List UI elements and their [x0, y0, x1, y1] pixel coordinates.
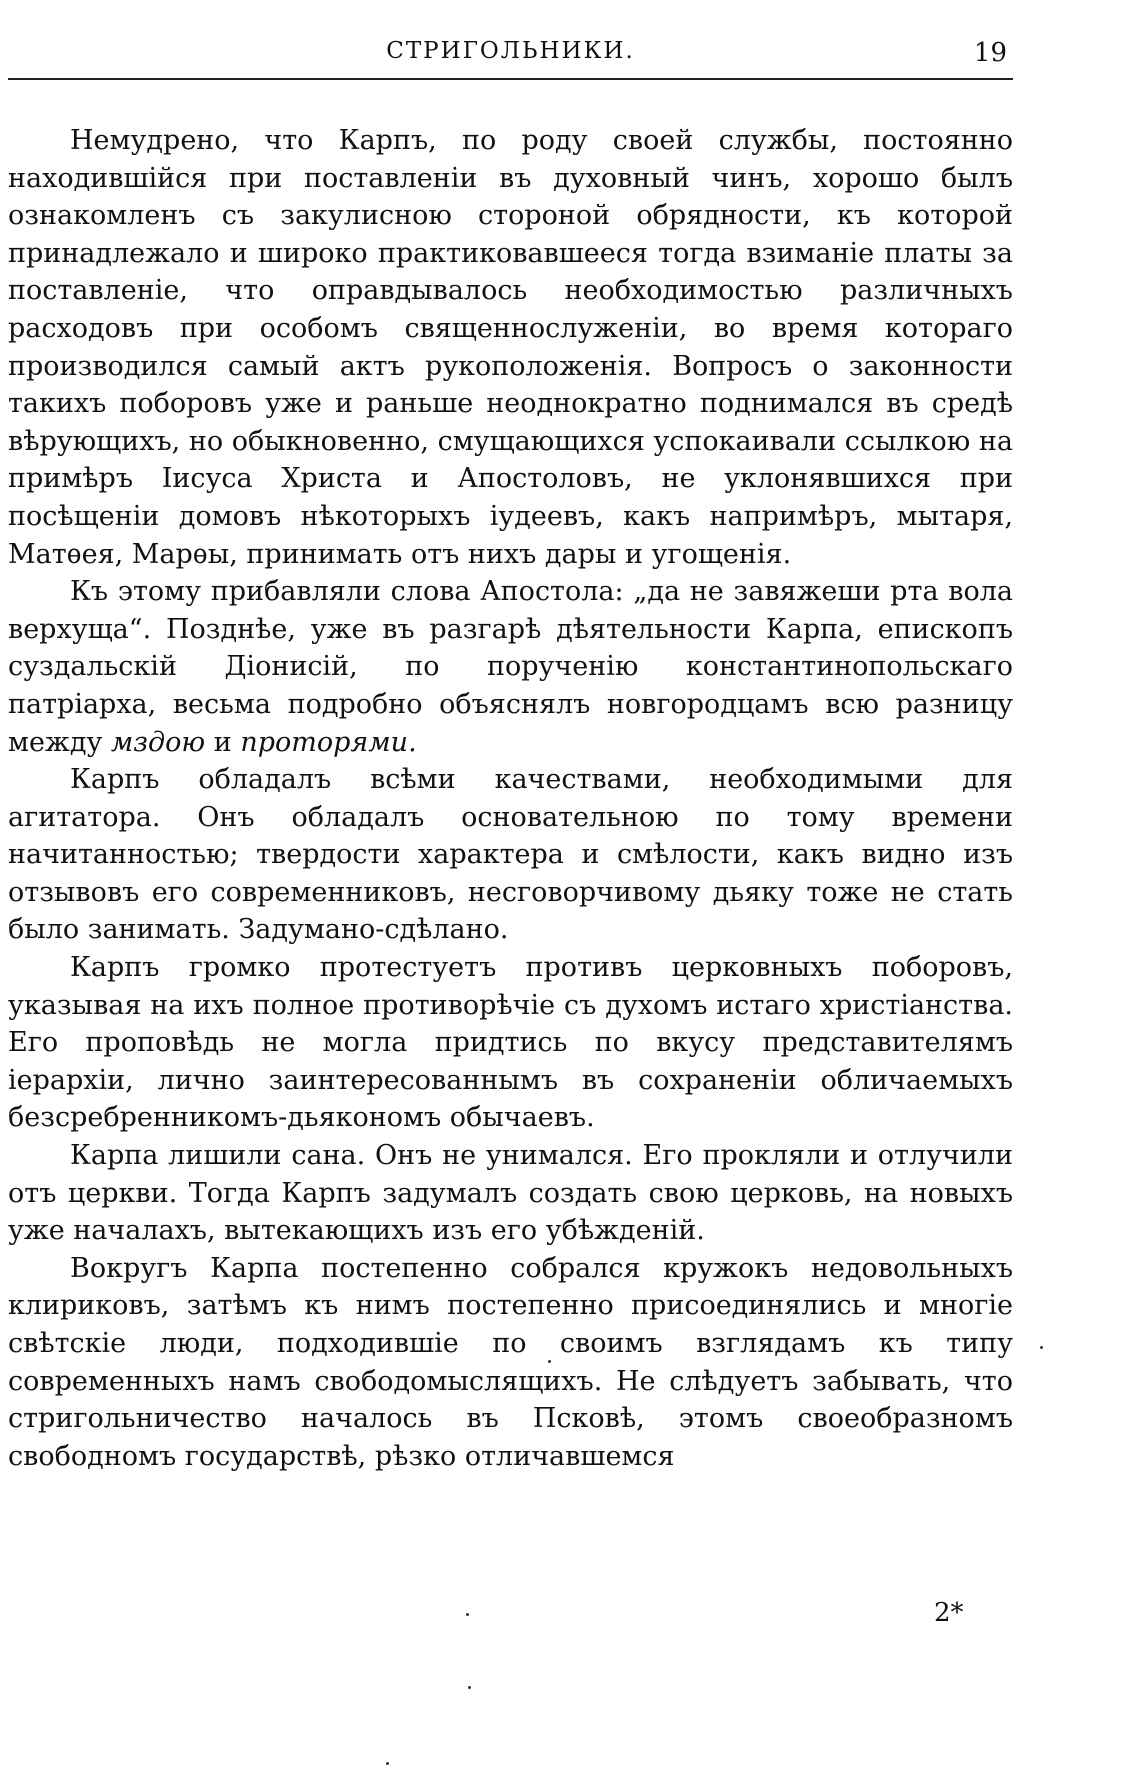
paragraph-4-text: Карпъ громко протестуетъ противъ церковныхъ поборовъ, указывая на ихъ полное противорѣчіе съ духомъ истаго христіанства. Его проповѣдь не могла придтись по вкусу представителямъ іерархіи, лично заинтересованнымъ въ сохраненіи обличаемыхъ безсребренникомъ-дьякономъ обычаевъ. — [8, 952, 1013, 1134]
paragraph-6 — [8, 1250, 1013, 1476]
ink-speck — [548, 1360, 551, 1363]
italic-term-mzdoyu: мздою — [110, 726, 206, 758]
ink-speck — [386, 1762, 389, 1765]
paragraph-3 — [8, 761, 1013, 949]
paragraph-1-text: Немудрено, что Карпъ, по роду своей службы, постоянно находившійся при поставленіи въ духовный чинъ, хорошо былъ ознакомленъ съ закулисною стороной обрядности, къ которой принадлежало и широко практиковавшееся тогда взиманіе платы за поставленіе, что оправдывалось необходимостью различныхъ расходовъ при особомъ священнослуженіи, во время котораго производился самый актъ рукоположенія. Вопросъ о законности такихъ поборовъ уже и раньше неоднократно поднимался въ средѣ вѣрующихъ, но обыкновенно, смущающихся успокаивали ссылкою на примѣръ Іисуса Христа и Апостоловъ, не уклонявшихся при посѣщеніи домовъ нѣкоторыхъ іудеевъ, какъ напримѣръ, мытаря, Матѳея, Марѳы, принимать отъ нихъ дары и угощенія. — [8, 125, 1013, 570]
paragraph-2 — [8, 573, 1013, 761]
paragraph-1 — [8, 122, 1013, 573]
ink-speck — [468, 1686, 471, 1689]
ink-speck — [466, 1613, 469, 1616]
signature-mark: 2* — [934, 1598, 964, 1628]
body-text — [8, 122, 1013, 1475]
ink-speck — [1040, 1346, 1043, 1349]
running-header — [8, 38, 1013, 80]
paragraph-5-text: Карпа лишили сана. Онъ не унимался. Его прокляли и отлучили отъ церкви. Тогда Карпъ задумалъ создать свою церковь, на новыхъ уже началахъ, вытекающихъ изъ его убѣжденій. — [8, 1140, 1013, 1247]
italic-term-protoryami: протoрями. — [240, 726, 417, 758]
page-number: 19 — [973, 38, 1007, 68]
paragraph-6-text: Вокругъ Карпа постепенно собрался кружокъ недовольныхъ клириковъ, затѣмъ къ нимъ постепенно присоединялись и многіе свѣтскіе люди, подходившіе по своимъ взглядамъ къ типу современныхъ намъ свободомыслящихъ. Не слѣдуетъ забывать, что стригольничество началось въ Псковѣ, этомъ своеобразномъ свободномъ государствѣ, рѣзко отличавшемся — [8, 1252, 1013, 1472]
running-title: СТРИГОЛЬНИКИ. — [386, 38, 635, 64]
paragraph-4 — [8, 949, 1013, 1137]
paragraph-2-text: Къ этому прибавляли слова Апостола: „да не завяжеши рта вола верхуща“. Позднѣе, уже въ разгарѣ дѣятельности Карпа, епископъ суздальскій Діонисій, по порученію константинопольскаго патріарха, весьма подробно объяснялъ новгородцамъ всю разницу между — [8, 576, 1013, 758]
paragraph-2-conjunction: и — [205, 726, 241, 758]
paragraph-3-text: Карпъ обладалъ всѣми качествами, необходимыми для агитатора. Онъ обладалъ основательною по тому времени начитанностью; твердости характера и смѣлости, какъ видно изъ отзывовъ его современниковъ, несговорчивому дьяку тоже не стать было занимать. Задумано-сдѣлано. — [8, 764, 1013, 946]
paragraph-5 — [8, 1137, 1013, 1250]
